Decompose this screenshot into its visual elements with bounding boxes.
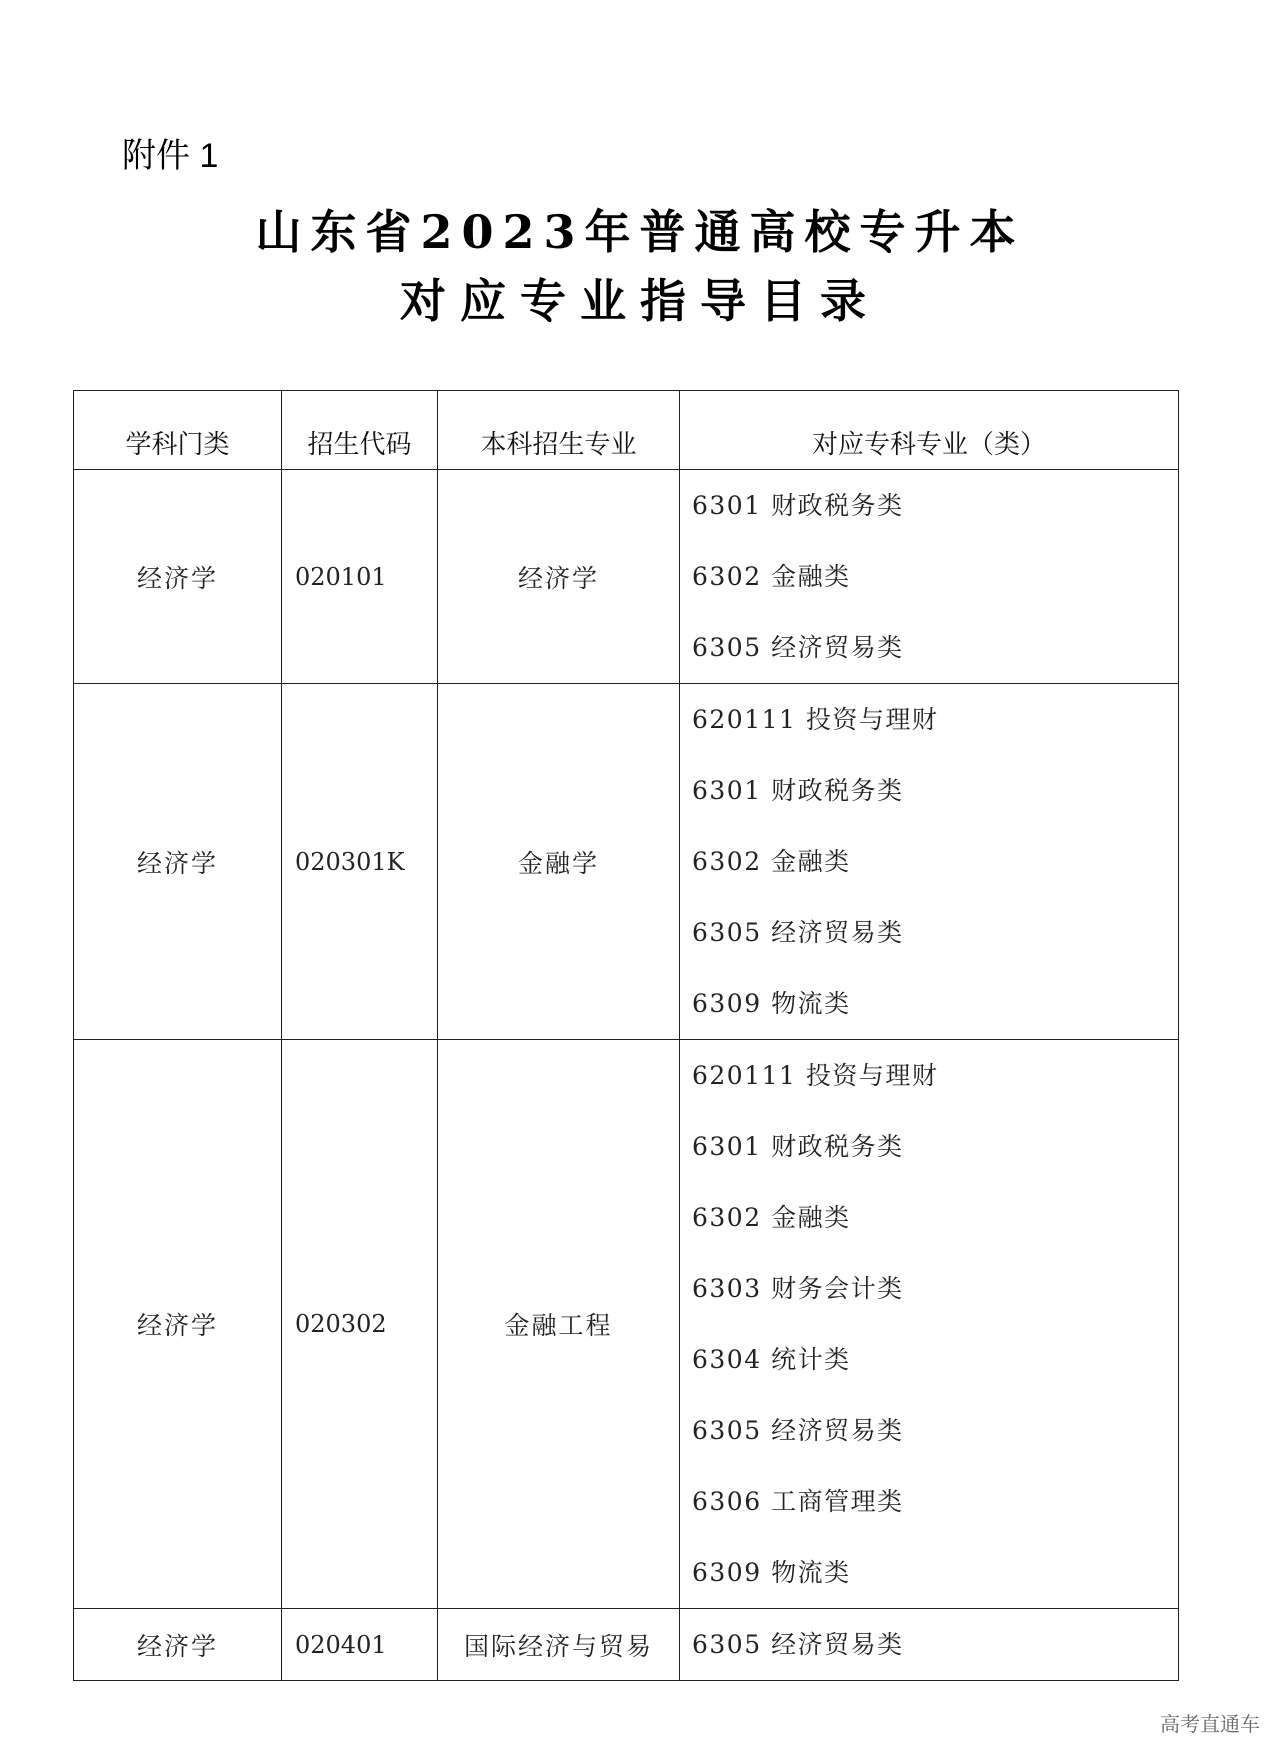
program-item: 6305 经济贸易类 [692,633,904,662]
program-item: 6302 金融类 [692,847,851,876]
program-item: 620111 投资与理财 [692,705,939,734]
header-code: 招生代码 [282,391,438,470]
program-item: 6306 工商管理类 [692,1487,904,1516]
program-item: 6304 统计类 [692,1345,851,1374]
program-item: 6302 金融类 [692,1203,851,1232]
category-cell: 经济学 [74,470,282,684]
program-item: 6309 物流类 [692,989,851,1018]
table-row [74,470,1179,684]
code-cell: 020401 [282,1609,438,1681]
table-header-row [74,391,1179,470]
table-row [74,1040,1179,1609]
program-item: 6309 物流类 [692,1558,851,1587]
document-title-line-2: 对应专业指导目录 [400,274,880,328]
code-cell: 020101 [282,470,438,684]
major-catalog-table [73,390,1179,1681]
programs-cell [680,1609,1179,1681]
header-category: 学科门类 [74,391,282,470]
header-major: 本科招生专业 [438,391,680,470]
program-item: 6305 经济贸易类 [692,1416,904,1445]
category-cell: 经济学 [74,1040,282,1609]
major-cell: 经济学 [438,470,680,684]
major-cell: 金融工程 [438,1040,680,1609]
program-item: 6305 经济贸易类 [692,1630,904,1659]
table-row [74,1609,1179,1681]
code-cell: 020301K [282,684,438,1040]
document-title-line-1: 山东省2023年普通高校专升本 [255,205,1025,259]
program-item: 620111 投资与理财 [692,1061,939,1090]
programs-cell [680,470,1179,684]
category-cell: 经济学 [74,1609,282,1681]
code-cell: 020302 [282,1040,438,1609]
program-item: 6305 经济贸易类 [692,918,904,947]
programs-cell [680,1040,1179,1609]
attachment-label: 附件 1 [122,137,219,175]
watermark: 高考直通车 [1160,1712,1260,1736]
program-item: 6301 财政税务类 [692,776,904,805]
header-programs: 对应专科专业（类） [680,391,1179,470]
program-item: 6303 财务会计类 [692,1274,904,1303]
table-body [74,470,1179,1681]
major-cell: 金融学 [438,684,680,1040]
program-item: 6301 财政税务类 [692,491,904,520]
category-cell: 经济学 [74,684,282,1040]
program-item: 6301 财政税务类 [692,1132,904,1161]
major-cell: 国际经济与贸易 [438,1609,680,1681]
table-row [74,684,1179,1040]
program-item: 6302 金融类 [692,562,851,591]
programs-cell [680,684,1179,1040]
